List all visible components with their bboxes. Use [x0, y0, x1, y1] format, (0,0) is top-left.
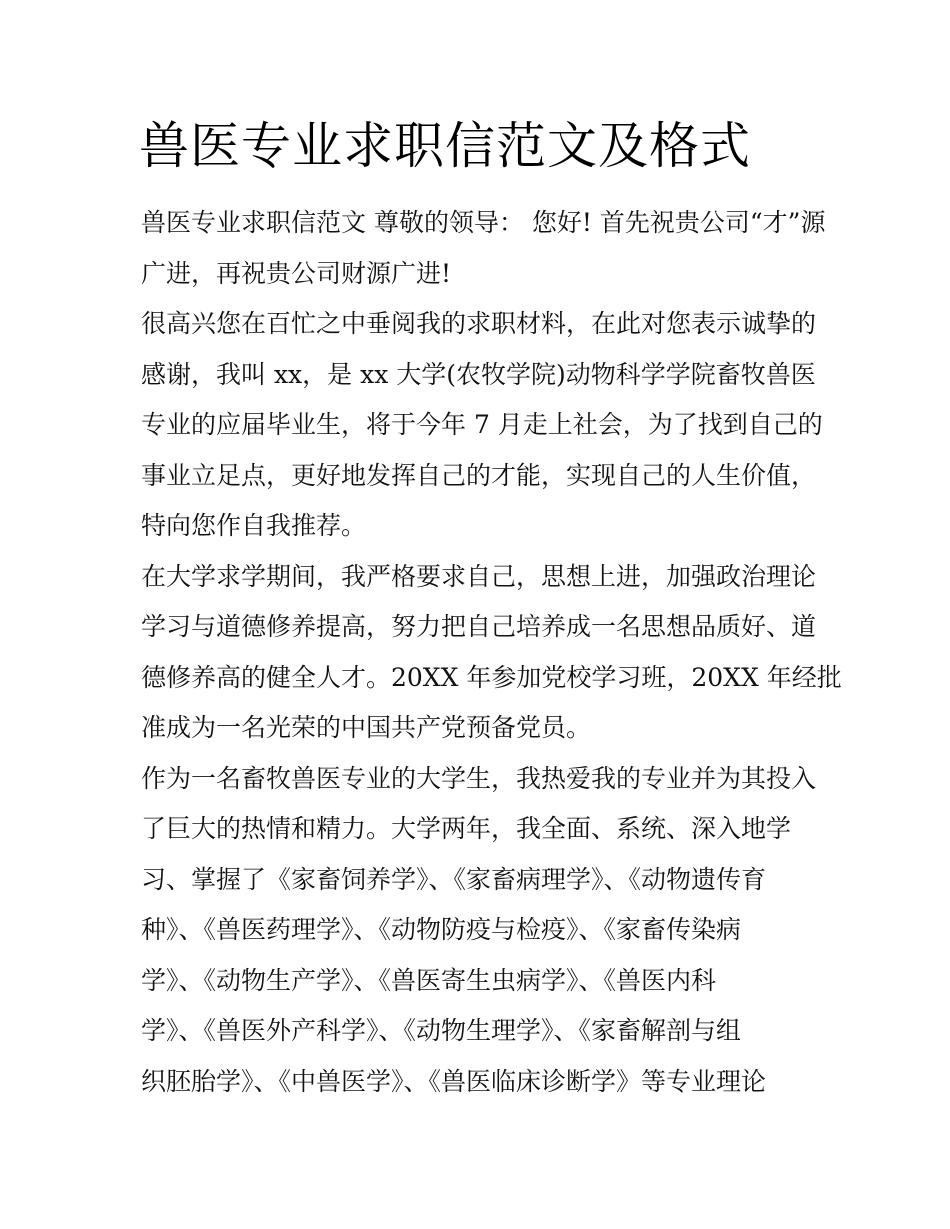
paragraph-introduction	[141, 299, 821, 552]
text-line: 织胚胎学》、《中兽医学》、《兽医临床诊断学》等专业理论	[141, 1066, 767, 1096]
text-line: 德修养高的健全人才。20XX 年参加党校学习班，20XX 年经批	[141, 662, 842, 692]
text-line: 准成为一名光荣的中国共产党预备党员。	[141, 713, 592, 742]
text-line: 学》、《兽医外产科学》、《动物生理学》、《家畜解剖与组	[141, 1016, 742, 1045]
document-title: 兽医专业求职信范文及格式	[139, 117, 751, 175]
text-line: 很高兴您在百忙之中垂阅我的求职材料，在此对您表示诚挚的	[141, 309, 817, 338]
paragraph-political-study	[141, 552, 842, 754]
text-line: 学习与道德修养提高，努力把自己培养成一名思想品质好、道	[141, 612, 817, 641]
text-line: 兽医专业求职信范文 尊敬的领导： 您好! 首先祝贵公司“才”源	[141, 208, 826, 237]
text-line: 种》、《兽医药理学》、《动物防疫与检疫》、《家畜传染病	[141, 915, 742, 944]
text-line: 了巨大的热情和精力。大学两年，我全面、系统、深入地学	[141, 814, 792, 843]
text-line: 感谢，我叫 xx，是 xx 大学(农牧学院)动物科学学院畜牧兽医	[141, 359, 816, 389]
text-line: 专业的应届毕业生，将于今年 7 月走上社会，为了找到自己的	[141, 410, 823, 439]
text-line: 习、掌握了《家畜饲养学》、《家畜病理学》、《动物遗传育	[141, 864, 767, 894]
text-line: 学》、《动物生产学》、《兽医寄生虫病学》、《兽医内科	[141, 965, 717, 995]
text-line: 广进，再祝贵公司财源广进!	[141, 258, 452, 288]
document-body	[141, 198, 842, 1107]
text-line: 特向您作自我推荐。	[141, 511, 367, 540]
text-line: 事业立足点，更好地发挥自己的才能，实现自己的人生价值，	[141, 460, 817, 490]
text-line: 作为一名畜牧兽医专业的大学生，我热爱我的专业并为其投入	[141, 763, 817, 793]
paragraph-professional-study	[141, 754, 821, 1108]
paragraph-greeting	[141, 198, 826, 299]
text-line: 在大学求学期间，我严格要求自己，思想上进，加强政治理论	[141, 561, 817, 591]
